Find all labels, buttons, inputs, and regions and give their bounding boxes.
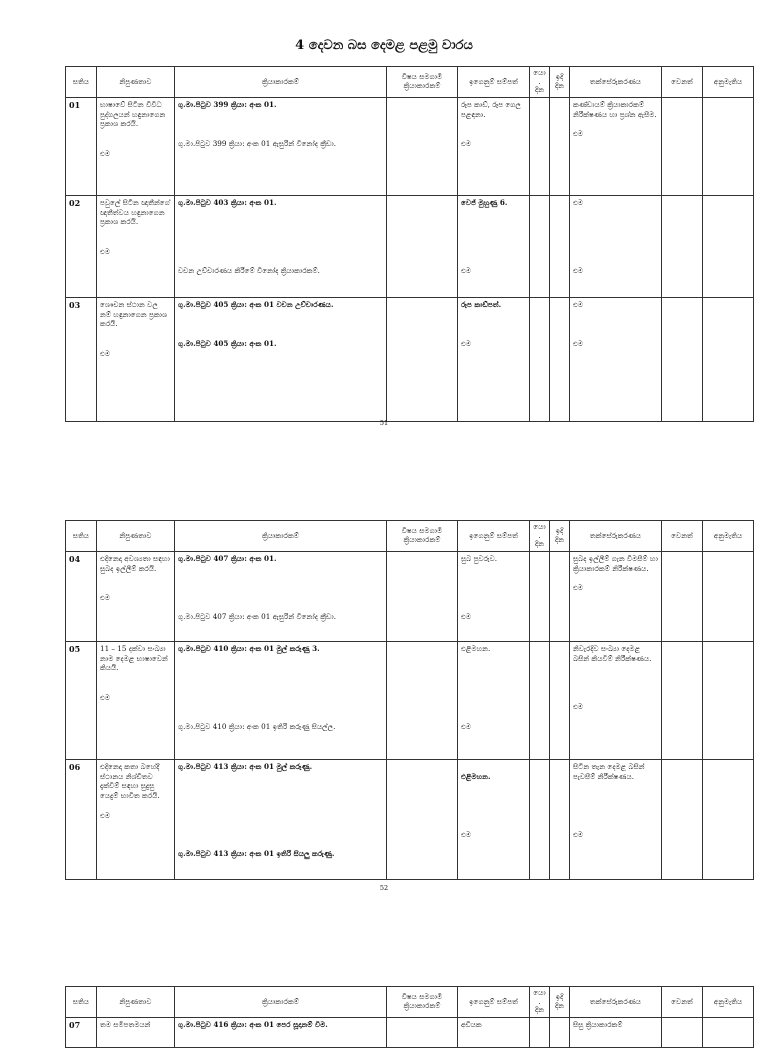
resources-text-2: එම [461, 265, 472, 275]
activity-cell [175, 641, 387, 759]
activity-text: ගු.මා.පිටුව 413 ක්‍රියා: අංක 01 මුල් කරුණු. [178, 761, 313, 771]
approval-cell [703, 641, 754, 759]
assessment-text: එම [573, 197, 584, 207]
approval-cell [703, 551, 754, 641]
competency-text-2: එම [100, 348, 111, 358]
table-row [66, 297, 754, 421]
activity-text-2: වචන උච්චාරණය කිරීමේ විනෝද ක්‍රියාකාරකම්. [178, 265, 320, 275]
header-approval: අනුමැතිය [703, 987, 754, 1018]
resources-text-2: එම [461, 338, 472, 348]
activity-cell [175, 1017, 387, 1047]
resources-text: රූප කාඩ්පත්. [461, 299, 502, 309]
table-row [66, 759, 754, 879]
assessment-text: නිවැරදිව සංඛ්‍යා දෙමළ බසින් කියවීම් නිරීක්ෂණය. [573, 643, 652, 663]
header-activity: ක්‍රියාකාරකම් [175, 67, 387, 98]
resources-text-2: එම [461, 829, 472, 839]
competency-text-2: එම [100, 692, 111, 702]
header-other: වෙනත් [662, 67, 703, 98]
header-competency: නිපුණතාව [97, 521, 175, 552]
days-a-cell [530, 759, 550, 879]
days-a-cell [530, 641, 550, 759]
competency-cell [97, 195, 175, 297]
days-b-cell [550, 759, 570, 879]
activity-text-2: ගු.මා.පිටුව 413 ක්‍රියා: අංක 01 ඉතිරි සියලු කරුණු. [178, 849, 335, 859]
competency-text: පවුලේ සිටින ඥාතීන්ගේ ඥාතීත්වය හඳුනාගෙන ප්‍රකාශ කරයි. [100, 197, 170, 227]
header-resources: ඉගෙනුම් සම්පත් [458, 521, 530, 552]
activity-text-2: ගු.මා.පිටුව 405 ක්‍රියා: අංක 01. [178, 338, 277, 348]
competency-text: භාෂාවේ සිටින විවිධ පුද්ගලයන් හඳුනාගෙන ප්‍රකාශ කරයි. [100, 99, 166, 129]
days-b-cell [550, 1017, 570, 1047]
header-assessment: තක්සේරුකරණය [570, 67, 662, 98]
approval-cell [703, 97, 754, 195]
table-row [66, 195, 754, 297]
days-b-cell [550, 297, 570, 421]
header-resources: ඉගෙනුම් සම්පත් [458, 67, 530, 98]
days-a-cell [530, 195, 550, 297]
week-number: 01 [66, 97, 97, 195]
assessment-text: කණ්ඩායම් ක්‍රියාකාරකම් නිරීක්ෂණය හා ප්‍රශ්න ඇසීම. [573, 99, 657, 119]
assessment-cell [570, 97, 662, 195]
competency-text-2: එම [100, 810, 111, 820]
competency-cell [97, 97, 175, 195]
activity-text: ගු.මා.පිටුව 410 ක්‍රියා: අංක 01 මුල් කරුණු 3. [178, 643, 320, 653]
header-week: සතිය [66, 521, 97, 552]
activity-text: ගු.මා.පිටුව 416 ක්‍රියා: අංක 01 පෙර සූදානම් වීම. [178, 1019, 328, 1029]
days-a-cell [530, 297, 550, 421]
days-b-cell [550, 641, 570, 759]
other-cell [662, 551, 703, 641]
resources-text: අඩියක [461, 1019, 482, 1029]
competency-text: තම සමීපතමයන් [100, 1019, 151, 1029]
header-cocurricular: විෂය සමගාමී ක්‍රියාකාරකම් [387, 521, 458, 552]
competency-text: එදිනෙදා අවශ්‍යතා සඳහා සුබද ඉල්ලීම් කරයි. [100, 553, 170, 573]
table-header-row [66, 521, 754, 552]
header-other: වෙනත් [662, 521, 703, 552]
activity-text: ගු.මා.පිටුව 405 ක්‍රියා: අංක 01 වචන උච්චාරණය. [178, 299, 334, 309]
table-row [66, 551, 754, 641]
assessment-cell [570, 1017, 662, 1047]
days-a-cell [530, 1017, 550, 1047]
assessment-cell [570, 759, 662, 879]
competency-text-2: එම [100, 592, 111, 602]
page-number: 52 [379, 884, 389, 892]
assessment-text-2: එම [573, 702, 584, 712]
days-b-cell [550, 551, 570, 641]
header-days-a: යො. දින [530, 521, 550, 552]
header-days-b: ඉදි දින [550, 521, 570, 552]
cocurricular-cell [387, 1017, 458, 1047]
competency-text: එදිනෙදා කතා බහේදී ස්ථානය නිශ්චිතව දැක්වීම් සඳහා සුදුසු යෙදුම් භාවිත කරයි. [100, 761, 160, 801]
resources-cell [458, 551, 530, 641]
assessment-text: සිසු ක්‍රියාකාරකම් [573, 1019, 623, 1029]
assessment-cell [570, 297, 662, 421]
resources-text-2: එම [461, 138, 472, 148]
competency-cell [97, 641, 175, 759]
assessment-text: සුබද ඉල්ලීම් ගැන විමසීම් හා ක්‍රියාකාරකම් නිරීක්ෂණය. [573, 553, 658, 573]
header-days-b: ඉදි දින [550, 987, 570, 1018]
other-cell [662, 195, 703, 297]
table-row [66, 1017, 754, 1047]
other-cell [662, 97, 703, 195]
resources-text: වෙජ් මුහුණු 6. [461, 197, 508, 207]
cocurricular-cell [387, 551, 458, 641]
approval-cell [703, 297, 754, 421]
competency-text: ශෞචන ස්ථාන වල නම් හඳුනාගෙන ප්‍රකාශ කරයි. [100, 299, 168, 329]
resources-cell [458, 759, 530, 879]
activity-text: ගු.මා.පිටුව 399 ක්‍රියා: අංක 01. [178, 99, 277, 109]
header-days-a: යො. දින [530, 987, 550, 1018]
cocurricular-cell [387, 759, 458, 879]
days-a-cell [530, 97, 550, 195]
resources-cell [458, 195, 530, 297]
page-number: 51 [379, 419, 389, 427]
activity-text-2: ගු.මා.පිටුව 399 ක්‍රියා: අංක 01 ඇසුරින් විනෝද ක්‍රීඩා. [178, 138, 337, 148]
week-number: 03 [66, 297, 97, 421]
assessment-text-2: එම [573, 338, 584, 348]
days-b-cell [550, 195, 570, 297]
table-row [66, 97, 754, 195]
cocurricular-cell [387, 297, 458, 421]
cocurricular-cell [387, 195, 458, 297]
assessment-text-2: එම [573, 265, 584, 275]
table-header-row [66, 67, 754, 98]
header-week: සතිය [66, 987, 97, 1018]
header-resources: ඉගෙනුම් සම්පත් [458, 987, 530, 1018]
lesson-plan-table-page-53 [65, 986, 754, 1048]
activity-cell [175, 195, 387, 297]
activity-cell [175, 297, 387, 421]
resources-text: සුබ පුවරුව. [461, 553, 498, 563]
header-cocurricular: විෂය සමගාමී ක්‍රියාකාරකම් [387, 67, 458, 98]
assessment-cell [570, 195, 662, 297]
table-header-row [66, 987, 754, 1018]
resources-text: එළිමහන. [461, 771, 491, 781]
week-number: 04 [66, 551, 97, 641]
cocurricular-cell [387, 641, 458, 759]
activity-cell [175, 551, 387, 641]
activity-text: ගු.මා.පිටුව 407 ක්‍රියා: අංක 01. [178, 553, 277, 563]
competency-cell [97, 551, 175, 641]
assessment-text-2: එම [573, 829, 584, 839]
header-activity: ක්‍රියාකාරකම් [175, 521, 387, 552]
days-b-cell [550, 97, 570, 195]
header-approval: අනුමැතිය [703, 521, 754, 552]
header-assessment: තක්සේරුකරණය [570, 521, 662, 552]
activity-text: ගු.මා.පිටුව 403 ක්‍රියා: අංක 01. [178, 197, 277, 207]
resources-text-2: එම [461, 721, 472, 731]
header-competency: නිපුණතාව [97, 987, 175, 1018]
week-number: 06 [66, 759, 97, 879]
activity-cell [175, 759, 387, 879]
competency-cell [97, 297, 175, 421]
week-number: 05 [66, 641, 97, 759]
competency-cell [97, 759, 175, 879]
resources-text: එළිමහන. [461, 643, 491, 653]
days-a-cell [530, 551, 550, 641]
header-days-b: ඉදි දින [550, 67, 570, 98]
competency-text: 11 – 15 දක්වා සංඛ්‍යා නාම දෙමළ භාෂාවෙන් කියයි. [100, 643, 168, 673]
assessment-text: එම [573, 299, 584, 309]
week-number: 02 [66, 195, 97, 297]
resources-cell [458, 1017, 530, 1047]
competency-text-2: එම [100, 148, 111, 158]
resources-cell [458, 297, 530, 421]
assessment-text: සිටින තැන දෙමළ බසින් පැවසීම් නිරීක්ෂණය. [573, 761, 645, 781]
header-competency: නිපුණතාව [97, 67, 175, 98]
header-days-a: යො. දින [530, 67, 550, 98]
activity-text-2: ගු.මා.පිටුව 410 ක්‍රියා: අංක 01 ඉතිරි කරුණු සියල්ල. [178, 721, 336, 731]
header-cocurricular: විෂය සමගාමී ක්‍රියාකාරකම් [387, 987, 458, 1018]
header-week: සතිය [66, 67, 97, 98]
competency-text-2: එම [100, 246, 111, 256]
document-title: 4 දෙවන බස දෙමළ පළමු වාරය [295, 38, 473, 53]
resources-cell [458, 641, 530, 759]
lesson-plan-table-page-51 [65, 66, 754, 422]
header-activity: ක්‍රියාකාරකම් [175, 987, 387, 1018]
header-assessment: තක්සේරුකරණය [570, 987, 662, 1018]
competency-cell [97, 1017, 175, 1047]
table-row [66, 641, 754, 759]
resources-cell [458, 97, 530, 195]
activity-cell [175, 97, 387, 195]
assessment-cell [570, 551, 662, 641]
week-number: 07 [66, 1017, 97, 1047]
assessment-cell [570, 641, 662, 759]
other-cell [662, 641, 703, 759]
resources-text: රූප කාඩ්, රූප ගෙල පළඳනා. [461, 99, 521, 119]
other-cell [662, 297, 703, 421]
approval-cell [703, 1017, 754, 1047]
other-cell [662, 759, 703, 879]
approval-cell [703, 195, 754, 297]
other-cell [662, 1017, 703, 1047]
cocurricular-cell [387, 97, 458, 195]
assessment-text-2: එම [573, 583, 584, 593]
header-approval: අනුමැතිය [703, 67, 754, 98]
approval-cell [703, 759, 754, 879]
resources-text-2: එම [461, 612, 472, 622]
lesson-plan-table-page-52 [65, 520, 754, 880]
header-other: වෙනත් [662, 987, 703, 1018]
assessment-text-2: එම [573, 129, 584, 139]
activity-text-2: ගු.මා.පිටුව 407 ක්‍රියා: අංක 01 ඇසුරින් විනෝද ක්‍රීඩා. [178, 612, 337, 622]
